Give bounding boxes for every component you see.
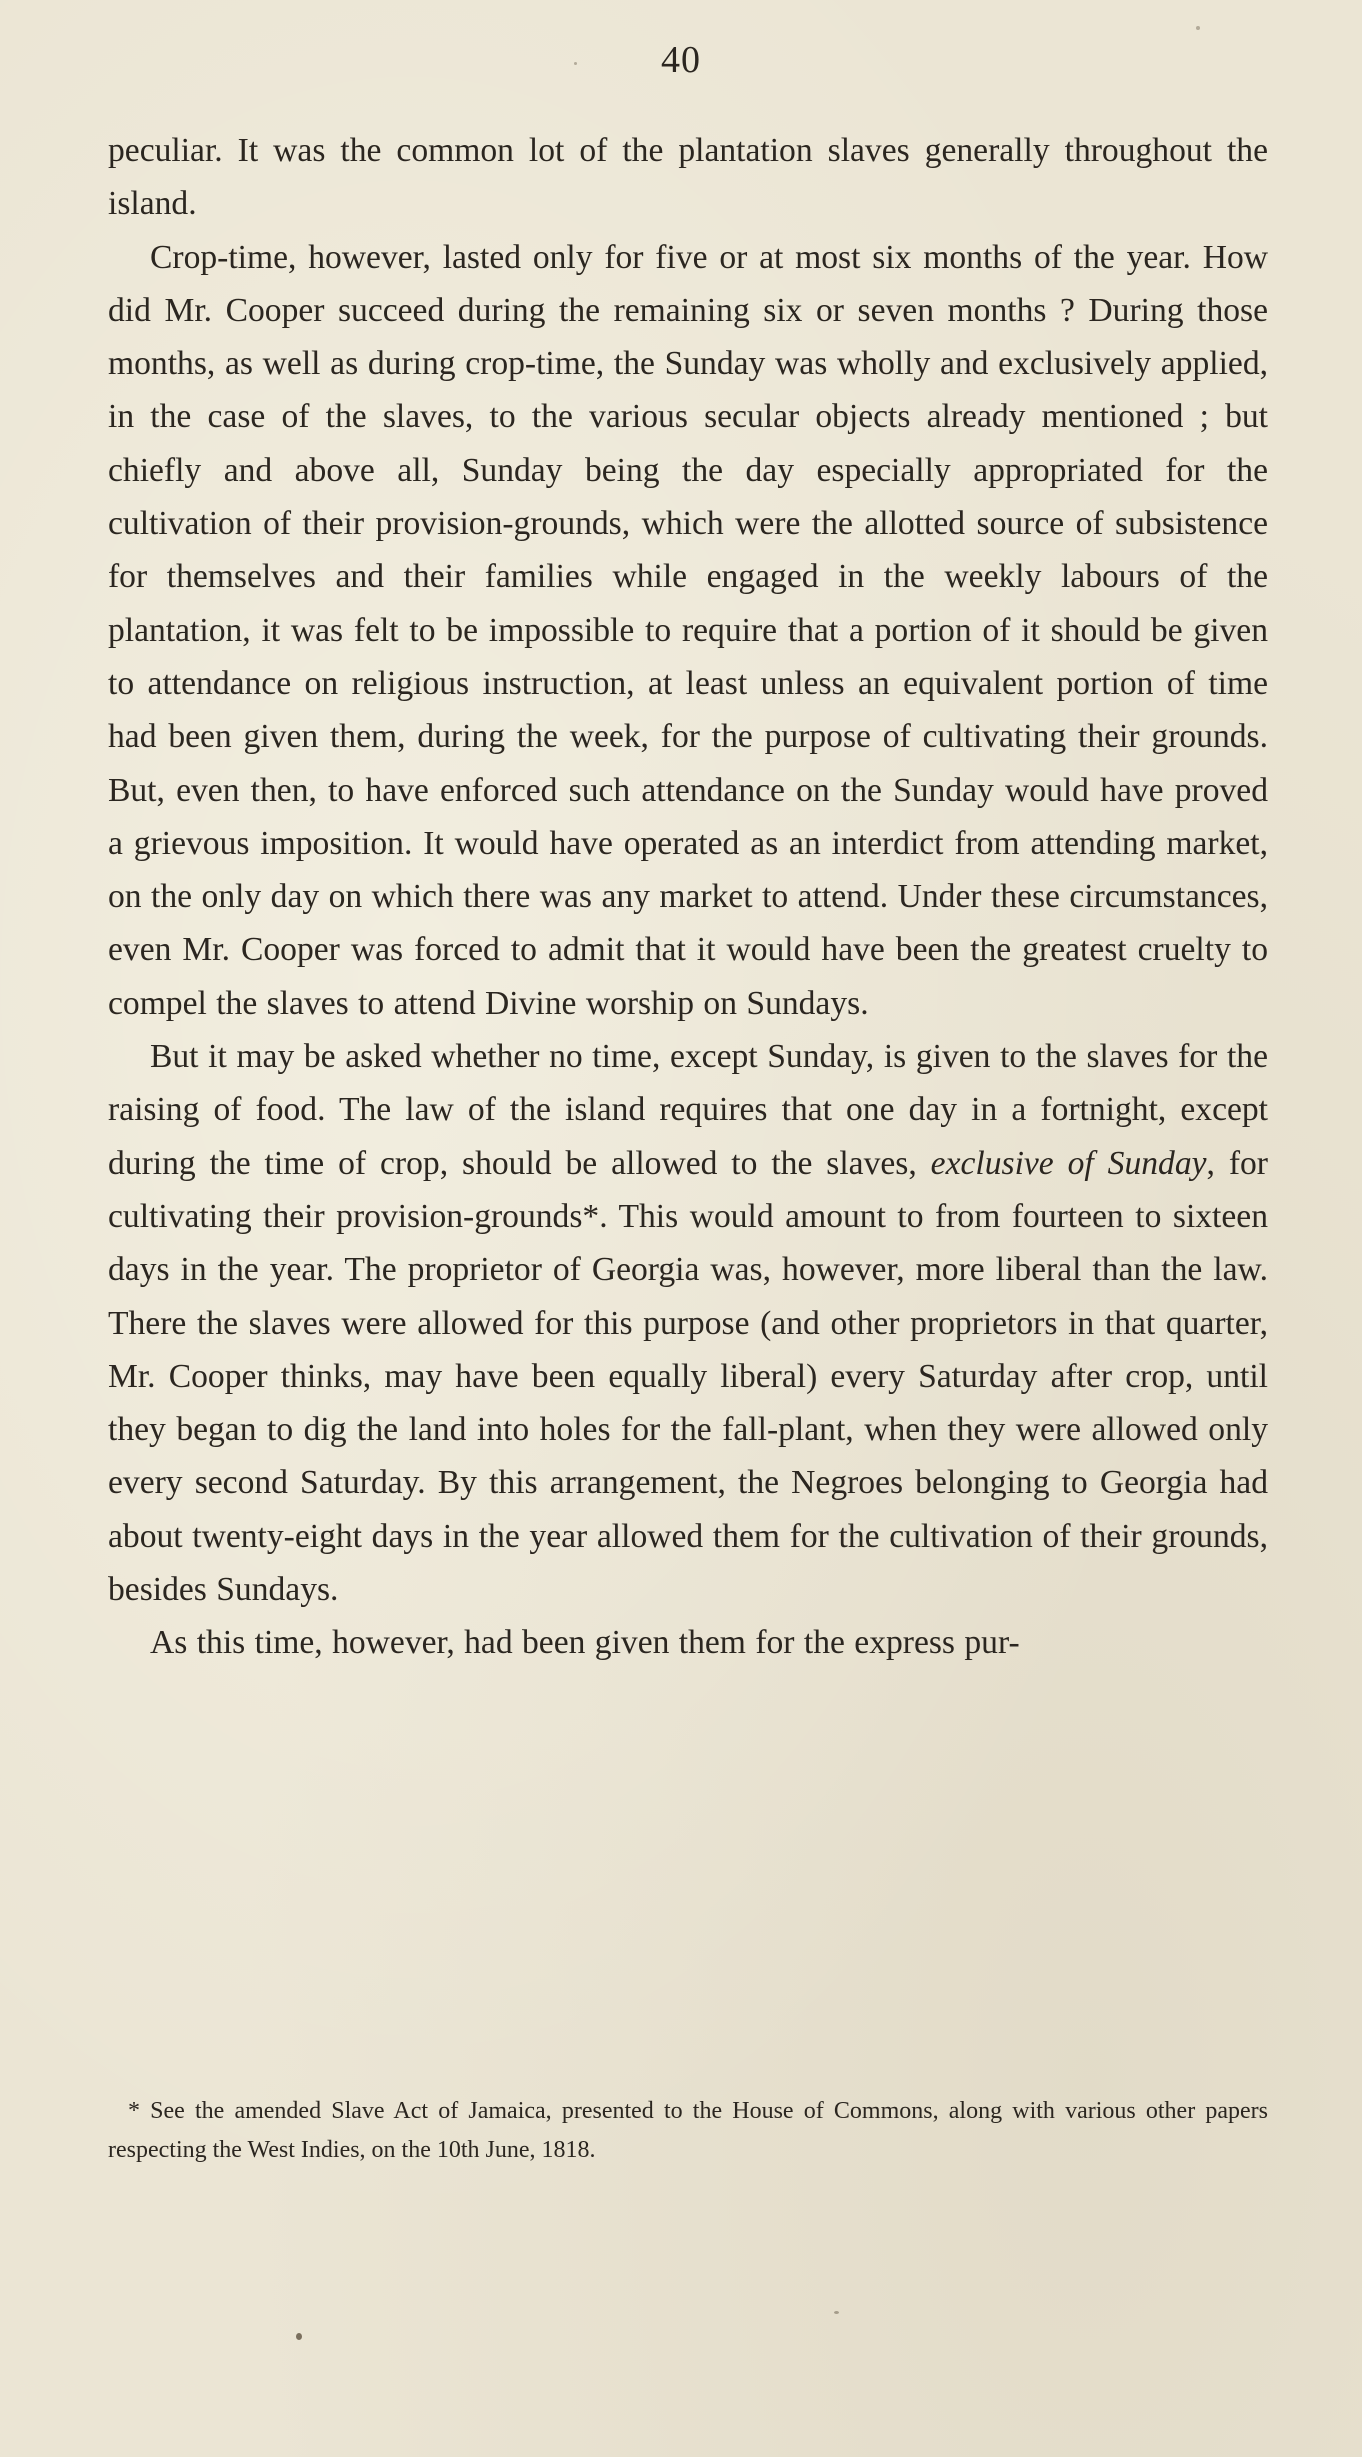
page-number: 40: [661, 39, 701, 81]
paragraph-2: Crop-time, however, lasted only for five or at most six months of the year. How did Mr. Cooper succeed during the remaining six or seven months ? During those months, as well as during crop-time, the Sunday was wholly and exclusively applied, in the case of the slaves, to the various secular objects already mentioned ; but chiefly and above all, Sunday being the day especially appropriated for the cultivation of their provision-grounds, which were the allotted source of subsistence for themselves and their families while engaged in the weekly labours of the plantation, it was felt to be impossible to require that a portion of it should be given to attendance on religious instruction, at least unless an equivalent portion of time had been given them, during the week, for the purpose of cultivating their grounds. But, even then, to have enforced such attendance on the Sunday would have proved a grievous imposition. It would have operated as an interdict from attending market, on the only day on which there was any market to attend. Under these circumstances, even Mr. Cooper was forced to admit that it would have been the greatest cruelty to compel the slaves to attend Divine worship on Sundays.: [108, 238, 1268, 1022]
paper-speck: [834, 2311, 839, 2314]
paragraph-1: peculiar. It was the common lot of the plantation slaves generally throughout the island.: [108, 132, 1268, 223]
paper-speck: [574, 62, 577, 65]
body-text: [108, 124, 1268, 1670]
footnote: [108, 2092, 1268, 2170]
paragraph-3-text-after: , for cultivating their provision-grounds*. This would amount to from fourteen to sixteen days in the year. The proprietor of Georgia was, however, more liberal than the law. There the slaves were allowed for this purpose (and other proprietors in that quarter, Mr. Cooper thinks, may have been equally liberal) every Saturday after crop, until they began to dig the land into holes for the fall-plant, when they were allowed only every second Saturday. By this arrangement, the Negroes belonging to Georgia had about twenty-eight days in the year allowed them for the cultivation of their grounds, besides Sundays.: [108, 1144, 1268, 1609]
paper-speck: [296, 2333, 302, 2340]
paragraph-4: As this time, however, had been given them for the express pur-: [150, 1624, 1020, 1662]
paragraph-3-text-before: But it may be asked whether no time, except Sunday, is given to the slaves for the raising of food. The law of the island requires that one day in a fortnight, except during the time of crop, should be allowed to the slaves,: [108, 1038, 1268, 1182]
footnote-text: * See the amended Slave Act of Jamaica, presented to the House of Commons, along with various other papers respecting the West Indies, on the 10th June, 1818.: [108, 2098, 1268, 2163]
paper-speck: [1196, 26, 1200, 30]
paragraph-3-emphasis: exclusive of Sunday: [930, 1144, 1207, 1182]
paragraph-3: [108, 1030, 1268, 1616]
